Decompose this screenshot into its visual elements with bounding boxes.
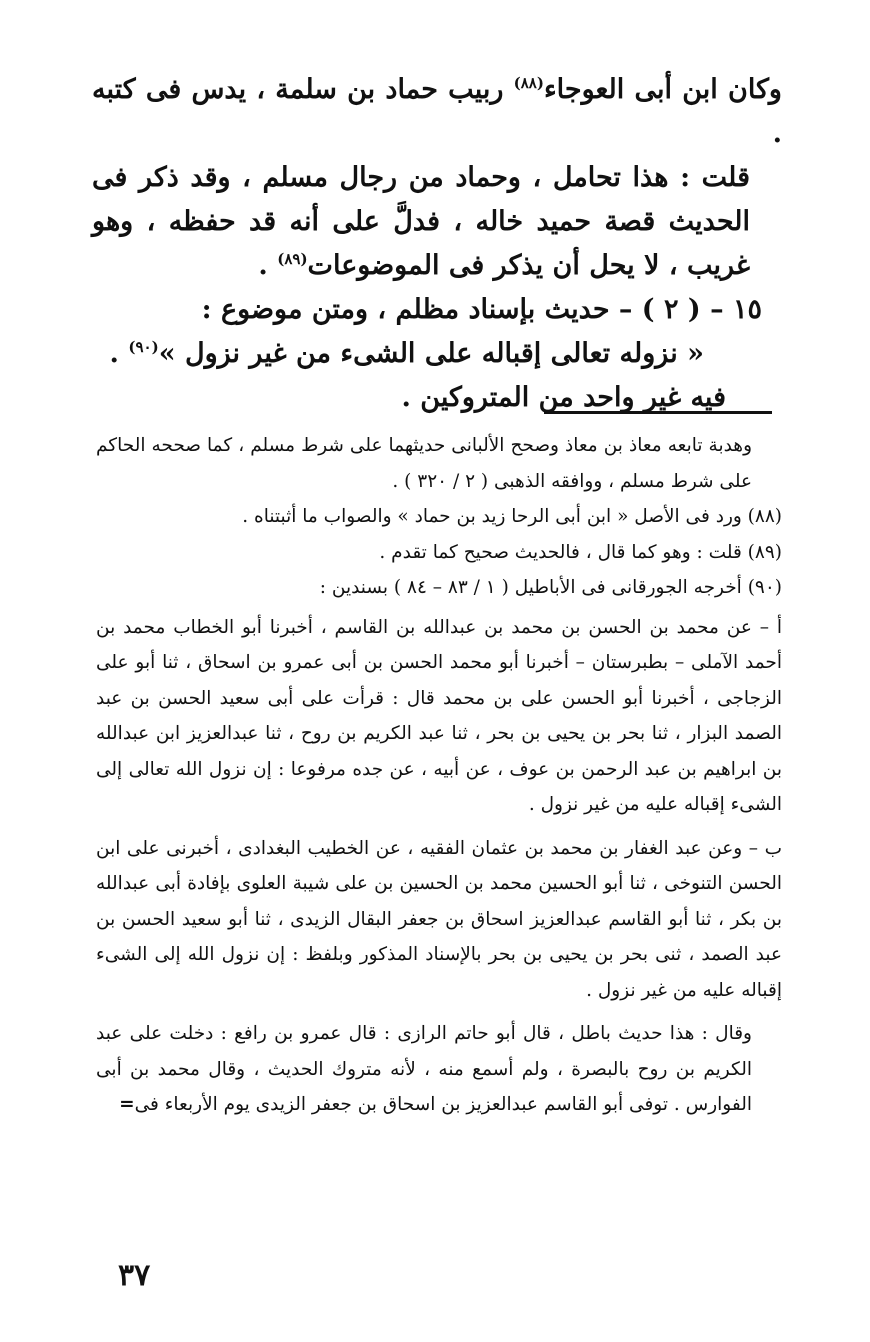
main-line-1-rest: ربيب حماد بن سلمة ، يدس فى كتبه .	[92, 74, 782, 149]
page-number: ٣٧	[118, 1258, 151, 1293]
footnote-ref-88: (٨٨)	[513, 74, 544, 92]
footnotes	[96, 428, 782, 1123]
footnote-continuation: وهدبة تابعه معاذ بن معاذ وصحح الألبانى حديثهما على شرط مسلم ، كما صححه الحاكم على شرط مسلم ، ووافقه الذهبى ( ٢ / ٣٢٠ ) .	[96, 435, 752, 492]
main-line-1	[92, 68, 782, 156]
main-paragraph-2	[92, 156, 782, 288]
hadith-end: .	[109, 338, 119, 369]
main-paragraph-2-text: قلت : هذا تحامل ، وحماد من رجال مسلم ، وقد ذكر فى الحديث قصة حميد خاله ، فدلَّ على أنه قد حفظه ، وهو غريب ، لا يحل أن يذكر فى الموضوعات	[92, 162, 750, 281]
hadith-header: ١٥ – ( ٢ ) – حديث بإسناد مظلم ، ومتن موضوع :	[201, 294, 762, 325]
footnote-90: (٩٠) أخرجه الجورقانى فى الأباطيل ( ١ / ٨٣ – ٨٤ ) بسندين :	[319, 577, 782, 598]
footnote-ref-89: (٨٩)	[277, 250, 308, 268]
footnote-90-chain-a: أ – عن محمد بن الحسن بن محمد بن عبدالله بن القاسم ، أخبرنا أبو الخطاب محمد بن أحمد الآملى – بطبرستان – أخبرنا أبو محمد الحسن بن أبى عمرو بن اسحاق ، ثنا أبو على الزجاجى ، أخبرنا أبو الحسن على بن محمد قال : قرأت على أبى سعيد الحسن بن عبد الصمد البزار ، ثنا بحر بن يحيى بن بحر ، ثنا عبد الكريم بن روح ، ثنا عبدالعزيز ابن عبدالله بن ابراهيم بن عبد الرحمن بن عوف ، عن أبيه ، عن جده مرفوعا : إن نزول الله تعالى إلى الشىء إقباله عليه من غير نزول .	[96, 616, 782, 815]
footnote-divider	[544, 411, 772, 414]
hadith-quote: « نزوله تعالى إقباله على الشىء من غير نزول »	[158, 338, 704, 369]
footnote-90-comment-text: وقال : هذا حديث باطل ، قال أبو حاتم الرازى : قال عمرو بن رافع : دخلت على عبد الكريم بن روح بالبصرة ، ولم أسمع منه ، لأنه متروك الحديث ، وقال محمد بن أبى الفوارس . توفى أبو القاسم عبدالعزيز بن اسحاق بن جعفر الزيدى يوم الأربعاء فى	[96, 1023, 752, 1115]
footnote-89: (٨٩) قلت : وهو كما قال ، فالحديث صحيح كما تقدم .	[379, 541, 782, 563]
main-line-1-start: وكان ابن أبى العوجاء	[543, 74, 782, 105]
continuation-mark: =	[119, 1094, 135, 1115]
main-last-line: فيه غير واحد من المتروكين .	[401, 382, 726, 413]
main-paragraph-2-end: .	[258, 250, 268, 281]
footnote-90-comment	[96, 1016, 782, 1123]
footnote-ref-90: (٩٠)	[128, 338, 159, 356]
footnote-88: (٨٨) ورد فى الأصل « ابن أبى الرحا زيد بن حماد » والصواب ما أثبتناه .	[242, 506, 782, 527]
footnote-90-chain-b: ب – وعن عبد الغفار بن محمد بن عثمان الفقيه ، عن الخطيب البغدادى ، أخبرنى على ابن الحسن التنوخى ، ثنا أبو الحسين محمد بن الحسين بن على شيبة العلوى بإفادة أبى عبدالله بن بكر ، ثنا أبو القاسم عبدالعزيز اسحاق بن جعفر البقال الزيدى ، ثنا أبو سعيد الحسن بن عبد الصمد ، ثنى بحر بن يحيى بن بحر بالإسناد المذكور وبلفظ : إن نزول الله إلى الشىء إقباله عليه من غير نزول .	[96, 837, 782, 1001]
hadith-text	[92, 332, 782, 376]
main-text	[92, 68, 782, 420]
